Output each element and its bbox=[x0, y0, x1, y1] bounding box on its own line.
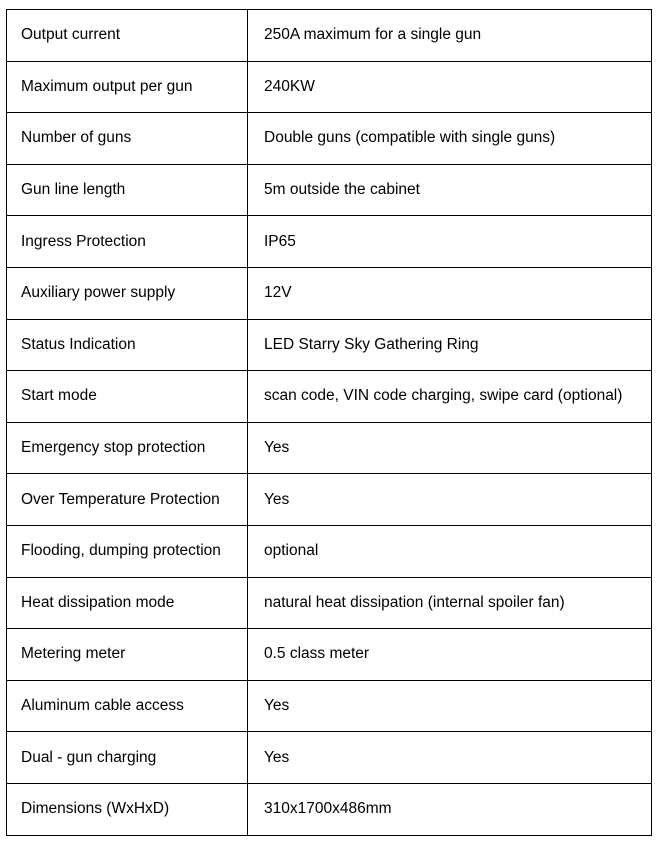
spec-label: Dual - gun charging bbox=[7, 732, 248, 784]
spec-row bbox=[7, 10, 652, 62]
spec-row bbox=[7, 164, 652, 216]
spec-row bbox=[7, 629, 652, 681]
spec-label: Number of guns bbox=[7, 113, 248, 165]
spec-value: scan code, VIN code charging, swipe card (optional) bbox=[248, 371, 652, 423]
spec-label: Start mode bbox=[7, 371, 248, 423]
spec-row bbox=[7, 267, 652, 319]
spec-value: natural heat dissipation (internal spoiler fan) bbox=[248, 577, 652, 629]
spec-row bbox=[7, 732, 652, 784]
spec-value: Yes bbox=[248, 422, 652, 474]
spec-label: Output current bbox=[7, 10, 248, 62]
spec-label: Gun line length bbox=[7, 164, 248, 216]
spec-label: Heat dissipation mode bbox=[7, 577, 248, 629]
spec-table-body bbox=[7, 10, 652, 836]
spec-label: Flooding, dumping protection bbox=[7, 525, 248, 577]
spec-value: 240KW bbox=[248, 61, 652, 113]
spec-row bbox=[7, 783, 652, 835]
spec-row bbox=[7, 422, 652, 474]
spec-row bbox=[7, 680, 652, 732]
spec-value: Yes bbox=[248, 732, 652, 784]
spec-label: Dimensions (WxHxD) bbox=[7, 783, 248, 835]
spec-row bbox=[7, 371, 652, 423]
spec-row bbox=[7, 525, 652, 577]
spec-value: LED Starry Sky Gathering Ring bbox=[248, 319, 652, 371]
spec-label: Over Temperature Protection bbox=[7, 474, 248, 526]
spec-value: optional bbox=[248, 525, 652, 577]
spec-label: Metering meter bbox=[7, 629, 248, 681]
spec-label: Ingress Protection bbox=[7, 216, 248, 268]
spec-value: Yes bbox=[248, 474, 652, 526]
spec-label: Maximum output per gun bbox=[7, 61, 248, 113]
spec-value: IP65 bbox=[248, 216, 652, 268]
spec-row bbox=[7, 577, 652, 629]
spec-label: Auxiliary power supply bbox=[7, 267, 248, 319]
spec-row bbox=[7, 216, 652, 268]
spec-value: 0.5 class meter bbox=[248, 629, 652, 681]
spec-row bbox=[7, 113, 652, 165]
spec-value: 12V bbox=[248, 267, 652, 319]
spec-row bbox=[7, 319, 652, 371]
spec-label: Status Indication bbox=[7, 319, 248, 371]
spec-label: Aluminum cable access bbox=[7, 680, 248, 732]
spec-table bbox=[6, 9, 652, 836]
spec-value: 310x1700x486mm bbox=[248, 783, 652, 835]
spec-label: Emergency stop protection bbox=[7, 422, 248, 474]
spec-value: 250A maximum for a single gun bbox=[248, 10, 652, 62]
spec-value: Double guns (compatible with single guns) bbox=[248, 113, 652, 165]
spec-row bbox=[7, 61, 652, 113]
spec-row bbox=[7, 474, 652, 526]
spec-value: Yes bbox=[248, 680, 652, 732]
spec-value: 5m outside the cabinet bbox=[248, 164, 652, 216]
